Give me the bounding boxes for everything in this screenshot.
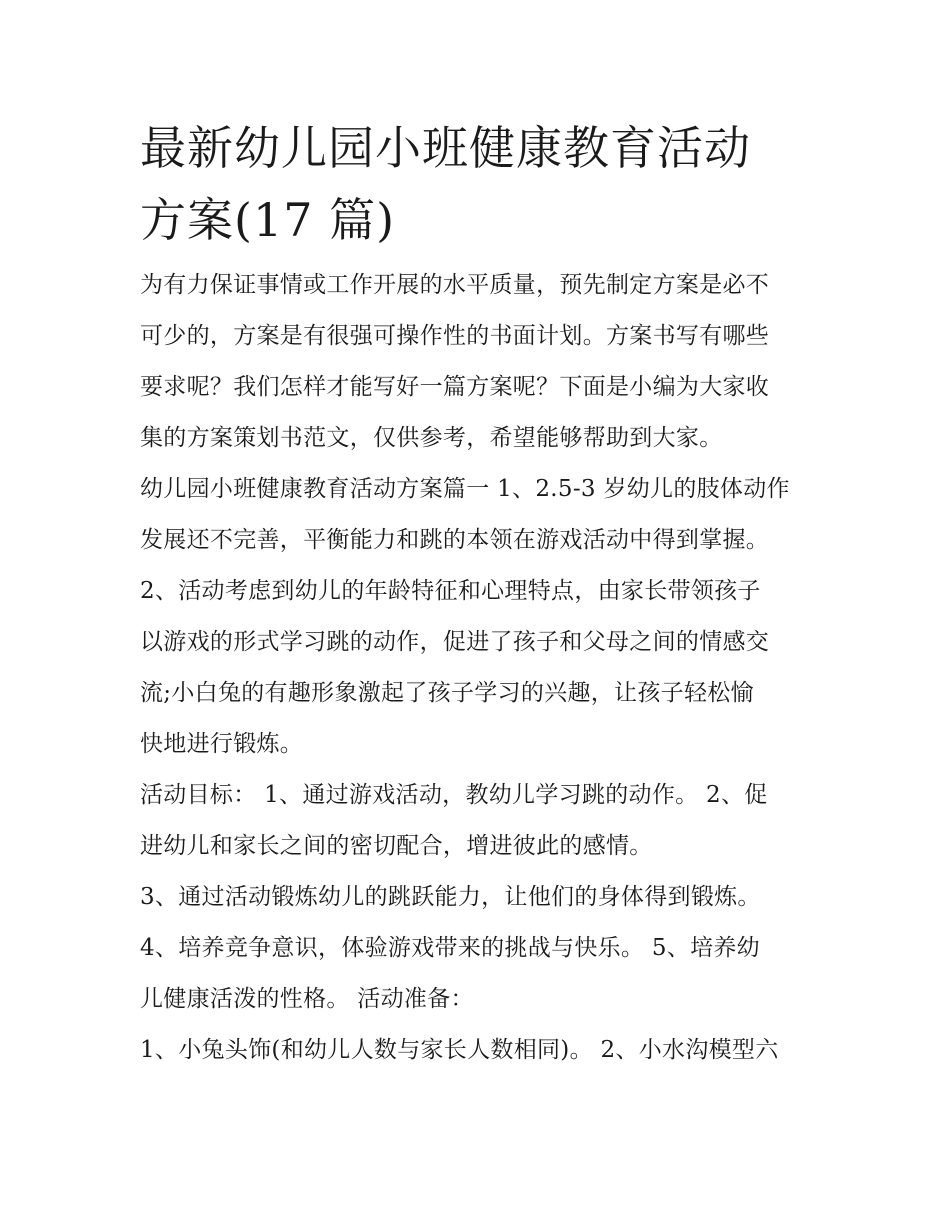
body-paragraph	[140, 872, 820, 923]
text-line: 1、小兔头饰(和幼儿人数与家长人数相同)。 2、小水沟模型六	[140, 1037, 779, 1063]
intro-paragraph	[140, 260, 820, 464]
text-line: 为有力保证事情或工作开展的水平质量，预先制定方案是必不	[140, 272, 770, 298]
text-line: 儿健康活泼的性格。 活动准备：	[140, 986, 474, 1012]
preparation-paragraph	[140, 1025, 820, 1076]
objectives-paragraph	[140, 770, 820, 872]
document-body	[140, 112, 820, 1076]
section-paragraph	[140, 464, 820, 566]
text-line: 要求呢？我们怎样才能写好一篇方案呢？下面是小编为大家收	[140, 374, 770, 400]
text-line: 流;小白兔的有趣形象激起了孩子学习的兴趣，让孩子轻松愉	[140, 680, 754, 706]
text-line: 活动目标： 1、通过游戏活动，教幼儿学习跳的动作。 2、促	[140, 782, 768, 808]
text-line: 发展还不完善，平衡能力和跳的本领在游戏活动中得到掌握。	[140, 527, 770, 553]
title-line: 方案(17 篇)	[140, 193, 396, 247]
body-paragraph	[140, 566, 820, 770]
text-line: 可少的，方案是有很强可操作性的书面计划。方案书写有哪些	[140, 323, 770, 349]
text-line: 进幼儿和家长之间的密切配合，增进彼此的感情。	[140, 833, 653, 859]
title-line: 最新幼儿园小班健康教育活动	[140, 121, 751, 175]
text-line: 幼儿园小班健康教育活动方案篇一 1、2.5-3 岁幼儿的肢体动作	[140, 476, 790, 502]
page-title	[140, 112, 820, 256]
text-line: 以游戏的形式学习跳的动作，促进了孩子和父母之间的情感交	[140, 629, 770, 655]
text-line: 快地进行锻炼。	[140, 731, 304, 757]
text-line: 3、通过活动锻炼幼儿的跳跃能力，让他们的身体得到锻炼。	[140, 884, 761, 910]
text-line: 4、培养竞争意识，体验游戏带来的挑战与快乐。 5、培养幼	[140, 935, 760, 961]
text-line: 2、活动考虑到幼儿的年龄特征和心理特点，由家长带领孩子	[140, 578, 761, 604]
text-line: 集的方案策划书范文，仅供参考，希望能够帮助到大家。	[140, 425, 723, 451]
body-paragraph	[140, 923, 820, 1025]
